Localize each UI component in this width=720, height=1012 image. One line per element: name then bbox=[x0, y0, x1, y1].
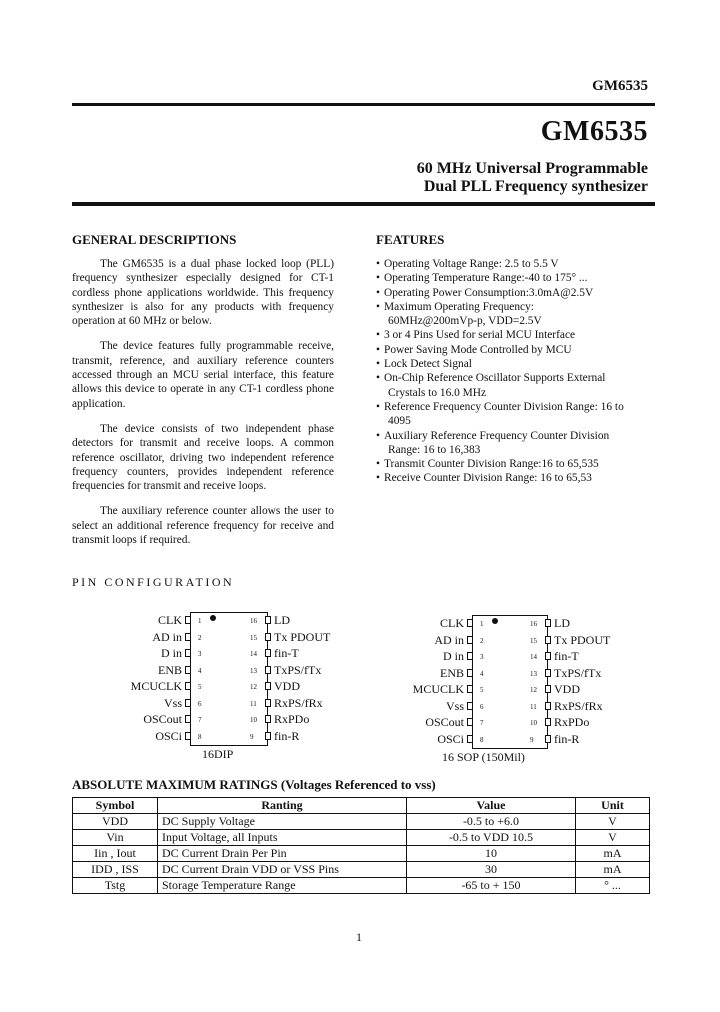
document-title: GM6535 bbox=[540, 116, 648, 147]
general-paragraph: The auxiliary reference counter allows the user to select an additional reference frequency for receive and transmit loops if required. bbox=[72, 505, 334, 547]
feature-item: • Receive Counter Division Range: 16 to 65,53 bbox=[376, 471, 656, 485]
pin-number-right: 11 bbox=[530, 702, 537, 711]
feature-item: 4095 bbox=[388, 415, 411, 428]
page-number: 1 bbox=[356, 930, 362, 944]
pin-label-left: D in bbox=[161, 646, 182, 660]
table-cell: -0.5 to +6.0 bbox=[407, 814, 576, 830]
feature-item: • Operating Voltage Range: 2.5 to 5.5 V bbox=[376, 257, 656, 271]
feature-item: • Auxiliary Reference Frequency Counter Division bbox=[376, 429, 656, 443]
pin-stub bbox=[467, 685, 473, 693]
sop-package-diagram bbox=[410, 615, 610, 765]
pin-number-right: 13 bbox=[530, 669, 537, 678]
pin-label-right: fin-T bbox=[554, 649, 579, 663]
ratings-header-row bbox=[73, 798, 650, 814]
pin-label-right: fin-T bbox=[274, 646, 299, 660]
pin-stub bbox=[265, 666, 271, 674]
pin-label-left: ENB bbox=[158, 662, 182, 677]
pin-number-left: 6 bbox=[480, 702, 484, 711]
pin-label-right: Tx PDOUT bbox=[274, 629, 331, 644]
pin-number-right: 15 bbox=[530, 636, 537, 645]
subtitle-line-1: 60 MHz Universal Programmable bbox=[416, 160, 648, 177]
feature-item: • Reference Frequency Counter Division Range: 16 to bbox=[376, 400, 656, 414]
pin-stub bbox=[545, 636, 551, 644]
chip-body bbox=[190, 612, 268, 746]
pin-stub bbox=[545, 619, 551, 627]
table-cell: mA bbox=[576, 862, 650, 878]
pin-label-right: VDD bbox=[554, 682, 580, 696]
col-rating: Ranting bbox=[158, 798, 407, 814]
table-cell: DC Supply Voltage bbox=[158, 814, 407, 830]
pin-stub bbox=[265, 732, 271, 740]
features-list bbox=[376, 257, 656, 486]
pin-stub bbox=[467, 652, 473, 660]
pin-stub bbox=[467, 636, 473, 644]
feature-item: • 3 or 4 Pins Used for serial MCU Interface bbox=[376, 328, 656, 342]
pin-number-right: 12 bbox=[530, 686, 537, 694]
general-descriptions-heading: GENERAL DESCRIPTIONS bbox=[72, 232, 237, 247]
pin-number-left: 4 bbox=[198, 666, 202, 675]
col-unit: Unit bbox=[576, 798, 650, 814]
pin-label-left: D in bbox=[443, 649, 464, 663]
pin-label-left: OSCi bbox=[155, 728, 182, 743]
pin-stub bbox=[265, 633, 271, 641]
feature-item: • Power Saving Mode Controlled by MCU bbox=[376, 343, 656, 357]
table-cell: -0.5 to VDD 10.5 bbox=[407, 830, 576, 846]
table-row bbox=[73, 862, 650, 878]
pin-label-right: RxPS/fRx bbox=[554, 698, 603, 713]
pin-number-left: 1 bbox=[480, 620, 484, 628]
pin-number-left: 2 bbox=[480, 636, 484, 645]
pin-label-right: RxPS/fRx bbox=[274, 695, 323, 710]
pin-stub bbox=[467, 669, 473, 677]
header-part-number: GM6535 bbox=[592, 78, 648, 94]
table-cell: mA bbox=[576, 846, 650, 862]
table-cell: Input Voltage, all Inputs bbox=[158, 830, 407, 846]
table-cell: Storage Temperature Range bbox=[158, 878, 407, 894]
pin-number-left: 3 bbox=[198, 650, 202, 658]
pin-stub bbox=[185, 732, 191, 740]
table-cell: DC Current Drain Per Pin bbox=[158, 846, 407, 862]
table-cell: DC Current Drain VDD or VSS Pins bbox=[158, 862, 407, 878]
table-cell: Iin , Iout bbox=[73, 846, 158, 862]
document-subtitle bbox=[417, 160, 648, 196]
pin-stub bbox=[545, 669, 551, 677]
table-cell: Vin bbox=[73, 830, 158, 846]
pin-label-right: VDD bbox=[274, 679, 300, 693]
pin-stub bbox=[185, 699, 191, 707]
pin-label-left: Vss bbox=[163, 695, 182, 710]
table-row bbox=[73, 814, 650, 830]
pin-label-left: OSCi bbox=[437, 731, 464, 746]
col-symbol: Symbol bbox=[73, 798, 158, 814]
pin1-marker bbox=[210, 615, 216, 621]
pin-number-left: 6 bbox=[198, 699, 202, 708]
feature-item: Range: 16 to 16,383 bbox=[388, 443, 481, 456]
pin-number-right: 15 bbox=[250, 633, 257, 642]
table-cell: V bbox=[576, 814, 650, 830]
table-cell: VDD bbox=[73, 814, 158, 830]
pin-number-left: 7 bbox=[480, 719, 484, 727]
package-label: 16 SOP (150Mil) bbox=[442, 750, 525, 764]
table-row bbox=[73, 846, 650, 862]
pin-stub bbox=[185, 616, 191, 624]
pin-number-left: 8 bbox=[198, 732, 202, 741]
pin-stub bbox=[265, 649, 271, 657]
pin-stub bbox=[185, 666, 191, 674]
pin1-marker bbox=[492, 618, 498, 624]
pin-number-left: 1 bbox=[198, 617, 202, 625]
feature-item: • On-Chip Reference Oscillator Supports External bbox=[376, 371, 656, 385]
table-row bbox=[73, 878, 650, 894]
general-paragraph: The device consists of two independent phase detectors for transmit and receive loops. A common reference oscillator, driving two independent reference frequency counters, provides independent reference frequencies for transmit and receive loops. bbox=[72, 422, 334, 493]
table-cell: -65 to + 150 bbox=[407, 878, 576, 894]
table-row bbox=[73, 830, 650, 846]
pin-label-right: fin-R bbox=[274, 728, 300, 743]
pin-number-right: 9 bbox=[250, 732, 254, 741]
pin-number-right: 14 bbox=[530, 653, 537, 661]
table-cell: ° ... bbox=[576, 878, 650, 894]
pin-number-left: 5 bbox=[198, 683, 202, 691]
pin-stub bbox=[185, 715, 191, 723]
pin-stub bbox=[545, 702, 551, 710]
features-heading: FEATURES bbox=[376, 232, 445, 247]
pin-label-left: Vss bbox=[445, 698, 464, 713]
pin-configuration-heading: PIN CONFIGURATION bbox=[72, 575, 235, 589]
pin-number-left: 4 bbox=[480, 669, 484, 678]
pin-number-right: 10 bbox=[250, 716, 257, 724]
general-descriptions-body bbox=[72, 257, 334, 558]
pin-label-right: TxPS/fTx bbox=[554, 665, 602, 680]
general-paragraph: The GM6535 is a dual phase locked loop (PLL) frequency synthesizer especially designed for CT-1 cordless phone applications worldwide. This frequency synthesizer is also for any products with frequency operation at 60 MHz or below. bbox=[72, 258, 334, 328]
feature-item: • Operating Power Consumption:3.0mA@2.5V bbox=[376, 286, 656, 300]
dip-package-diagram bbox=[130, 612, 331, 762]
col-value: Value bbox=[407, 798, 576, 814]
feature-item: • Maximum Operating Frequency: bbox=[376, 300, 656, 314]
pin-number-left: 8 bbox=[480, 735, 484, 744]
feature-item: • Lock Detect Signal bbox=[376, 357, 656, 371]
pin-number-right: 10 bbox=[530, 719, 537, 727]
pin-label-right: LD bbox=[554, 616, 570, 630]
pin-stub bbox=[265, 616, 271, 624]
pin-label-left: OSCout bbox=[425, 715, 464, 729]
ratings-table bbox=[72, 797, 650, 894]
header-rule bbox=[72, 103, 655, 106]
pin-number-left: 2 bbox=[198, 633, 202, 642]
feature-item: 60MHz@200mVp-p, VDD=2.5V bbox=[388, 315, 542, 328]
pin-label-left: AD in bbox=[434, 632, 464, 647]
pin-label-left: CLK bbox=[440, 616, 464, 630]
pin-number-right: 16 bbox=[530, 620, 537, 628]
pin-stub bbox=[467, 619, 473, 627]
pin-stub bbox=[185, 649, 191, 657]
pin-stub bbox=[265, 682, 271, 690]
feature-item: Crystals to 16.0 MHz bbox=[388, 386, 487, 399]
pin-number-right: 11 bbox=[250, 699, 257, 708]
ratings-heading: ABSOLUTE MAXIMUM RATINGS (Voltages Referenced to vss) bbox=[72, 777, 436, 792]
pin-label-left: CLK bbox=[158, 613, 182, 627]
pin-number-left: 3 bbox=[480, 653, 484, 661]
table-cell: IDD , ISS bbox=[73, 862, 158, 878]
pin-number-right: 12 bbox=[250, 683, 257, 691]
pin-number-left: 5 bbox=[480, 686, 484, 694]
title-rule bbox=[72, 202, 655, 206]
pin-number-right: 13 bbox=[250, 666, 257, 675]
pin-label-right: RxPDo bbox=[274, 712, 310, 726]
pin-label-left: MCUCLK bbox=[130, 679, 182, 693]
pin-label-right: Tx PDOUT bbox=[554, 632, 611, 647]
pin-number-right: 16 bbox=[250, 617, 257, 625]
pin-stub bbox=[467, 702, 473, 710]
pin-stub bbox=[545, 685, 551, 693]
general-paragraph: The device features fully programmable receive, transmit, reference, and auxiliary reference counters accessed through an MCU serial interface, this feature allows this device to operate in any CT-1 cordless phone application. bbox=[72, 340, 334, 410]
table-cell: 10 bbox=[407, 846, 576, 862]
pin-stub bbox=[545, 718, 551, 726]
subtitle-line-2: Dual PLL Frequency synthesizer bbox=[423, 178, 648, 195]
pin-label-right: RxPDo bbox=[554, 715, 590, 729]
pin-label-left: OSCout bbox=[143, 712, 182, 726]
pin-label-right: LD bbox=[274, 613, 290, 627]
pin-stub bbox=[185, 682, 191, 690]
chip-body bbox=[472, 615, 548, 749]
pin-label-left: ENB bbox=[440, 665, 464, 680]
table-cell: V bbox=[576, 830, 650, 846]
pin-stub bbox=[545, 735, 551, 743]
pin-number-right: 9 bbox=[530, 735, 534, 744]
feature-item: • Transmit Counter Division Range:16 to 65,535 bbox=[376, 457, 656, 471]
pin-stub bbox=[545, 652, 551, 660]
package-label: 16DIP bbox=[202, 747, 234, 761]
feature-item: • Operating Temperature Range:-40 to 175° ... bbox=[376, 271, 656, 285]
pin-stub bbox=[265, 699, 271, 707]
pin-label-right: fin-R bbox=[554, 731, 580, 746]
table-cell: 30 bbox=[407, 862, 576, 878]
pin-number-left: 7 bbox=[198, 716, 202, 724]
pin-stub bbox=[467, 718, 473, 726]
pin-stub bbox=[265, 715, 271, 723]
pin-label-right: TxPS/fTx bbox=[274, 662, 322, 677]
pin-label-left: AD in bbox=[152, 629, 182, 644]
pin-stub bbox=[467, 735, 473, 743]
pin-stub bbox=[185, 633, 191, 641]
pin-number-right: 14 bbox=[250, 650, 257, 658]
pin-label-left: MCUCLK bbox=[412, 682, 464, 696]
table-cell: Tstg bbox=[73, 878, 158, 894]
